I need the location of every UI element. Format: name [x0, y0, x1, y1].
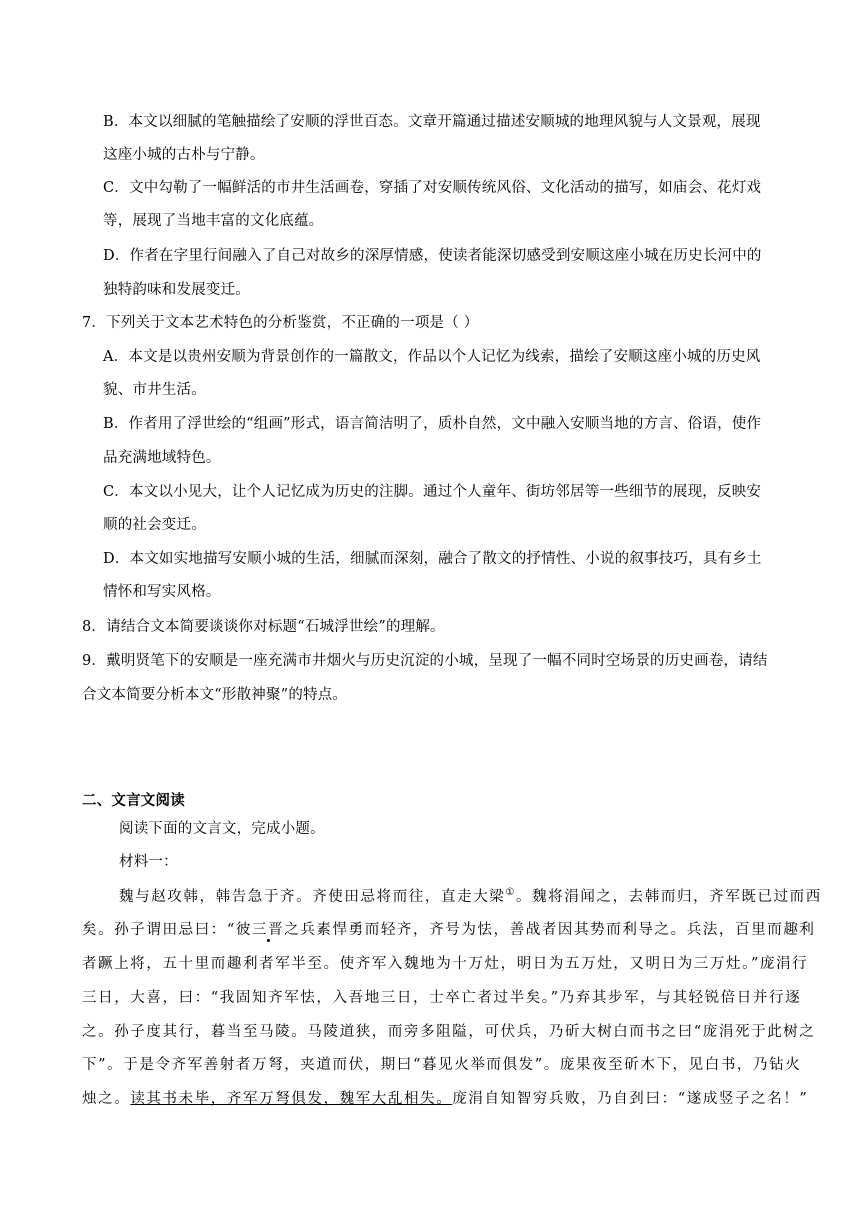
passage-text: 魏与赵攻韩，韩告急于齐。齐使田忌将而往，直走大梁 — [119, 889, 506, 905]
option-6d-line-1: D．作者在字里行间融入了自己对故乡的深厚情感，使读者能深切感受到安顺这座小城在历史长河中的 — [103, 248, 762, 264]
question-9-line-1: 9．戴明贤笔下的安顺是一座充满市井烟火与历史沉淀的小城，呈现了一幅不同时空场景的历史画卷，请结 — [82, 653, 768, 669]
passage-line-1 — [119, 886, 822, 908]
option-7d-line-1: D．本文如实地描写安顺小城的生活，细腻而深刻，融合了散文的抒情性、小说的叙事技巧，具有乡土 — [103, 551, 762, 567]
option-7a-line-1: A．本文是以贵州安顺为背景创作的一篇散文，作品以个人记忆为线索，描绘了安顺这座小城的历史风 — [103, 349, 761, 365]
footnote-marker: ① — [505, 887, 516, 899]
option-6c-line-1: C．文中勾勒了一幅鲜活的市井生活画卷，穿插了对安顺传统风俗、文化活动的描写，如庙会、花灯戏 — [103, 180, 762, 196]
passage-line-3: 者蹶上将，五十里而趣利者军半至。使齐军入魏地为十万灶，明日为五万灶，又明日为三万灶。”庞涓行 — [82, 956, 809, 972]
question-8: 8．请结合文本简要谈谈你对标题“石城浮世绘”的理解。 — [82, 619, 445, 635]
question-7-stem: 7．下列关于文本艺术特色的分析鉴赏，不正确的一项是（ ） — [82, 315, 479, 331]
material-label: 材料一： — [119, 854, 178, 870]
passage-text: 庞涓自知智穷兵败，乃自刭曰：“遂成竖子之名！” — [452, 1091, 809, 1107]
passage-line-4: 三日，大喜，曰：“我固知齐军怯，入吾地三日，士卒亡者过半矣。”乃弃其步军，与其轻锐倍日并行逐 — [82, 990, 802, 1006]
passage-line-7 — [82, 1088, 808, 1110]
option-7c-line-1: C．本文以小见大，让个人记忆成为历史的注脚。通过个人童年、街坊邻居等一些细节的展现，反映安 — [103, 484, 762, 500]
passage-line-5: 之。孙子度其行，暮当至马陵。马陵道狭，而旁多阻隘，可伏兵，乃斫大树白而书之曰“庞涓死于此树之 — [82, 1024, 816, 1040]
option-7b-line-1: B．作者用了浮世绘的“组画”形式，语言简洁明了，质朴自然，文中融入安顺当地的方言、俗语，使作 — [103, 416, 762, 432]
passage-text: 之兵素悍勇而轻齐，齐号为怯，善战者因其势而利导之。兵法，百里而趣利 — [284, 922, 816, 938]
option-6b-line-2: 这座小城的古朴与宁静。 — [103, 147, 265, 163]
passage-line-6: 下”。于是令齐军善射者万弩，夹道而伏，期曰“暮见火举而俱发”。庞果夜至斫木下，见白书，乃钻火 — [82, 1057, 802, 1073]
passage-line-2 — [82, 919, 816, 941]
passage-text: 矣。孙子谓田忌曰：“彼 — [82, 922, 253, 938]
option-7d-line-2: 情怀和写实风格。 — [103, 584, 221, 600]
emphasis-dotted-word: 三晋 — [252, 922, 285, 938]
option-7c-line-2: 顺的社会变迁。 — [103, 517, 206, 533]
option-6c-line-2: 等，展现了当地丰富的文化底蕴。 — [103, 213, 324, 229]
passage-text: 烛之。 — [82, 1091, 131, 1107]
question-9-line-2: 合文本简要分析本文“形散神聚”的特点。 — [82, 687, 348, 703]
underlined-sentence: 读其书未毕，齐军万弩俱发，魏军大乱相失。 — [130, 1091, 453, 1107]
option-7b-line-2: 品充满地域特色。 — [103, 450, 221, 466]
passage-text: 。魏将涓闻之，去韩而归，齐军既已过而西 — [515, 889, 822, 905]
option-6d-line-2: 独特韵味和发展变迁。 — [103, 282, 250, 298]
option-6b-line-1: B．本文以细腻的笔触描绘了安顺的浮世百态。文章开篇通过描述安顺城的地理风貌与人文景观，展现 — [103, 114, 761, 130]
section-instruction: 阅读下面的文言文，完成小题。 — [119, 821, 325, 837]
option-7a-line-2: 貌、市井生活。 — [103, 382, 206, 398]
section-heading: 二、文言文阅读 — [82, 792, 185, 809]
